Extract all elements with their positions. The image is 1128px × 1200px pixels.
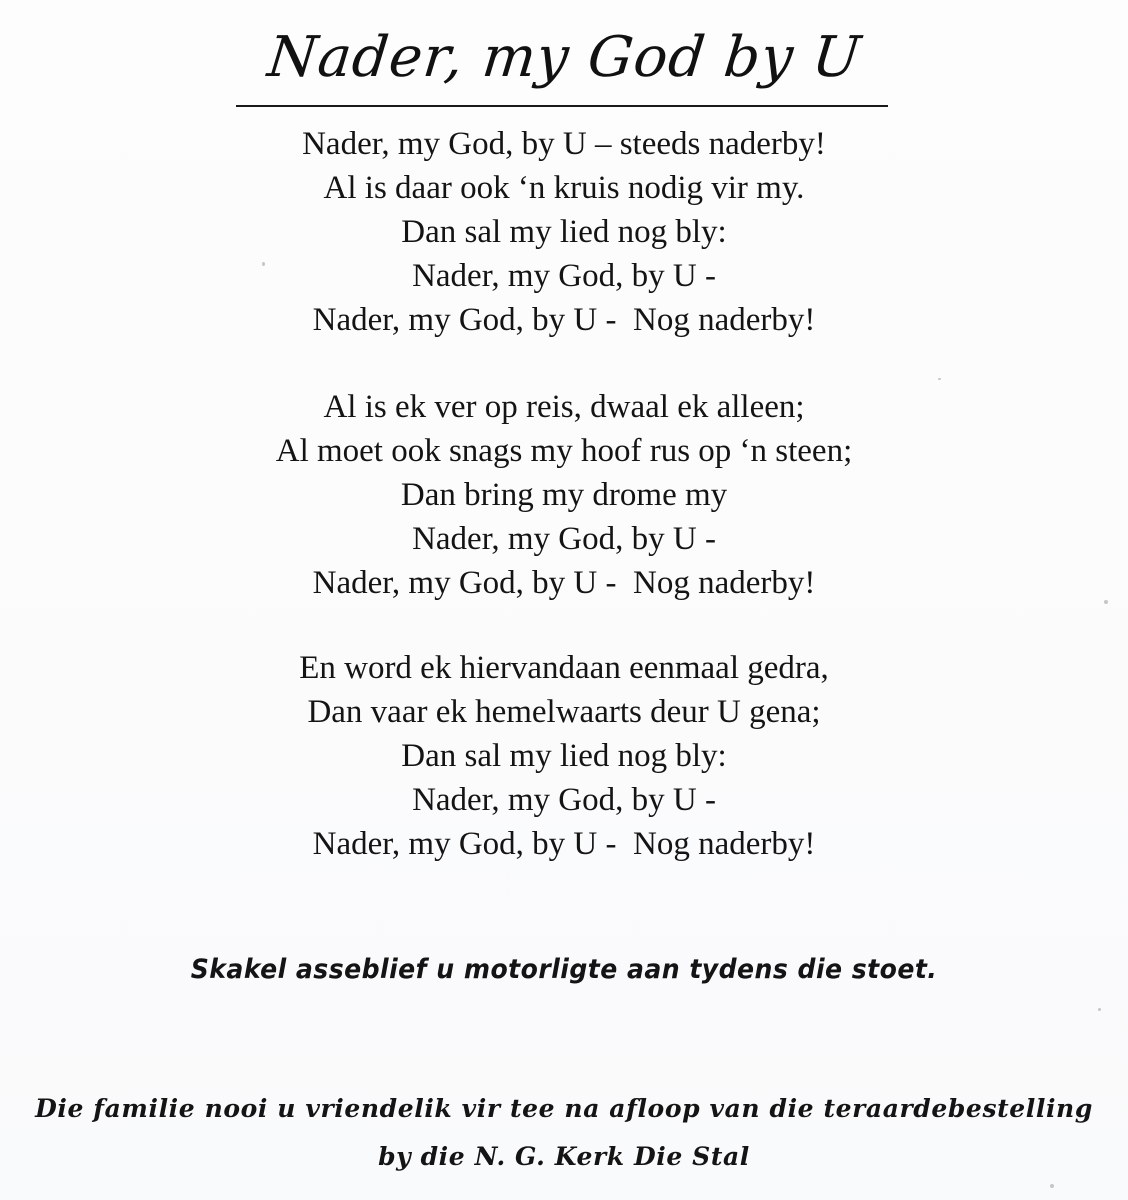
- verse-line: Dan sal my lied nog bly:: [401, 738, 727, 774]
- verse-line: Nader, my God, by U - Nog naderby!: [312, 565, 816, 601]
- scan-speck: [262, 262, 265, 266]
- verse-line: Nader, my God, by U – steeds naderby!: [302, 126, 826, 162]
- title-underline: [236, 105, 888, 107]
- scan-speck: [1104, 600, 1108, 604]
- invitation-line: Die familie nooi u vriendelik vir tee na afloop van die teraardebestelling: [35, 1094, 1093, 1123]
- tea-invitation: [0, 1085, 1128, 1181]
- headlights-notice: Skakel asseblief u motorligte aan tydens die stoet.: [190, 954, 938, 985]
- hymn-title: Nader, my God by U: [264, 25, 864, 90]
- title-block: [0, 22, 1128, 94]
- verse-line: Nader, my God, by U -: [412, 521, 716, 557]
- verse-line: Nader, my God, by U - Nog naderby!: [312, 302, 816, 338]
- verse-line: Nader, my God, by U - Nog naderby!: [312, 826, 816, 862]
- scan-speck: [1050, 1184, 1054, 1188]
- verse-line: Al moet ook snags my hoof rus op ‘n steen;: [275, 433, 853, 469]
- verse-line: Dan bring my drome my: [400, 477, 728, 513]
- verse-line: Nader, my God, by U -: [412, 782, 716, 818]
- verse-1: [0, 122, 1128, 342]
- verse-3: [0, 646, 1128, 866]
- scan-speck: [1098, 1008, 1101, 1011]
- verse-line: Dan vaar ek hemelwaarts deur U gena;: [307, 694, 821, 730]
- verse-2: [0, 385, 1128, 605]
- scan-speck: [938, 378, 941, 380]
- verse-line: En word ek hiervandaan eenmaal gedra,: [299, 650, 829, 686]
- verse-line: Dan sal my lied nog bly:: [401, 214, 727, 250]
- invitation-venue: by die N. G. Kerk Die Stal: [378, 1142, 750, 1171]
- verse-line: Nader, my God, by U -: [412, 258, 716, 294]
- verse-line: Al is ek ver op reis, dwaal ek alleen;: [323, 389, 805, 425]
- verse-line: Al is daar ook ‘n kruis nodig vir my.: [323, 170, 805, 206]
